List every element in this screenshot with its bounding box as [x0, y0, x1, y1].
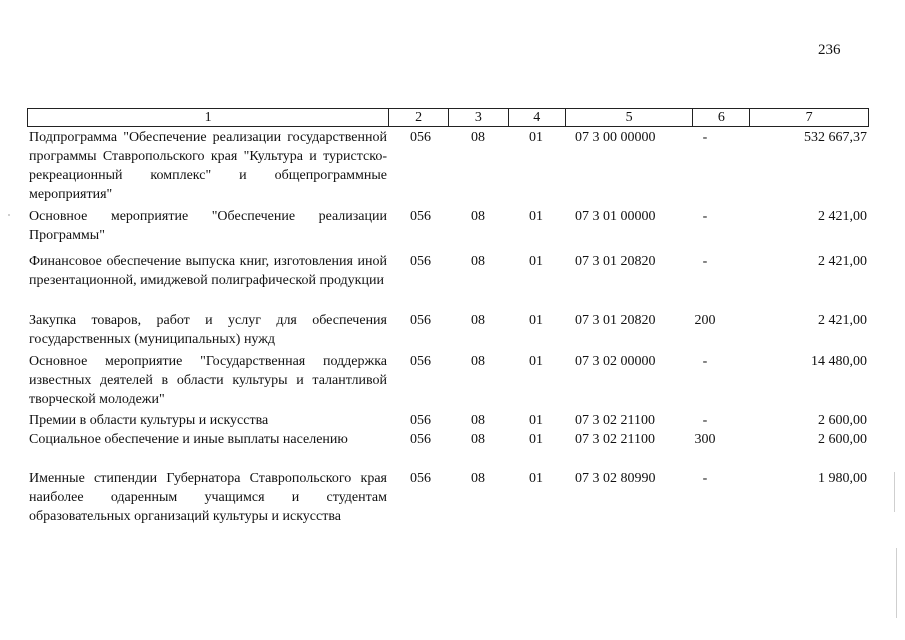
- row-col-2: 056: [410, 413, 431, 428]
- header-col-2: 2: [389, 109, 449, 126]
- row-col-4: 01: [529, 413, 543, 428]
- row-col-4: 01: [529, 254, 543, 269]
- row-col-7: 2 600,00: [818, 413, 867, 428]
- row-col-2: 056: [410, 471, 431, 486]
- row-col-7: 2 600,00: [818, 432, 867, 447]
- table-header: [27, 108, 869, 127]
- row-col-6: 300: [694, 432, 716, 447]
- row-col-3: 08: [471, 209, 485, 224]
- row-col-3: 08: [471, 130, 485, 145]
- row-col-7: 1 980,00: [818, 471, 867, 486]
- row-col-4: 01: [529, 130, 543, 145]
- scan-artifact: [8, 214, 10, 216]
- row-name: Закупка товаров, работ и услуг для обеспечения государственных (муниципальных) нужд: [29, 313, 387, 347]
- scan-artifact: [894, 472, 895, 512]
- row-col-3: 08: [471, 313, 485, 328]
- row-col-4: 01: [529, 432, 543, 447]
- row-col-6: -: [702, 209, 708, 224]
- row-name: Именные стипендии Губернатора Ставропольского края наиболее одаренным учащимся и студентам образовательных организаций культуры и искусства: [29, 471, 387, 524]
- header-col-6: 6: [693, 109, 750, 126]
- row-col-2: 056: [410, 254, 431, 269]
- row-col-5: 07 3 00 00000: [575, 130, 656, 145]
- row-col-5: 07 3 02 00000: [575, 354, 656, 369]
- header-col-1: 1: [28, 109, 389, 126]
- row-col-7: 14 480,00: [811, 354, 867, 369]
- row-col-4: 01: [529, 354, 543, 369]
- row-col-2: 056: [410, 432, 431, 447]
- row-col-6: -: [702, 413, 708, 428]
- row-col-5: 07 3 02 80990: [575, 471, 656, 486]
- row-col-5: 07 3 01 20820: [575, 313, 656, 328]
- row-name: Финансовое обеспечение выпуска книг, изготовления иной презентационной, имиджевой полиграфической продукции: [29, 254, 387, 288]
- row-col-3: 08: [471, 413, 485, 428]
- row-col-2: 056: [410, 209, 431, 224]
- scan-artifact: [896, 548, 897, 618]
- row-name: Премии в области культуры и искусства: [29, 413, 269, 428]
- row-col-3: 08: [471, 354, 485, 369]
- row-col-7: 2 421,00: [818, 254, 867, 269]
- row-col-7: 532 667,37: [804, 130, 867, 145]
- header-col-5: 5: [566, 109, 694, 126]
- row-col-3: 08: [471, 254, 485, 269]
- row-col-5: 07 3 01 00000: [575, 209, 656, 224]
- row-col-2: 056: [410, 354, 431, 369]
- row-col-6: -: [702, 254, 708, 269]
- row-name: Подпрограмма "Обеспечение реализации государственной программы Ставропольского края "Культура и туристско-рекреационный комплекс" и общепрограммные мероприятия": [29, 130, 387, 202]
- row-col-4: 01: [529, 313, 543, 328]
- row-col-2: 056: [410, 313, 431, 328]
- row-col-6: -: [702, 130, 708, 145]
- row-col-7: 2 421,00: [818, 209, 867, 224]
- row-col-4: 01: [529, 471, 543, 486]
- header-col-4: 4: [509, 109, 566, 126]
- row-name: Основное мероприятие "Государственная поддержка известных деятелей в области культуры и талантливой творческой молодежи": [29, 354, 387, 407]
- row-col-6: -: [702, 354, 708, 369]
- row-col-4: 01: [529, 209, 543, 224]
- row-col-6: 200: [694, 313, 716, 328]
- header-col-3: 3: [449, 109, 509, 126]
- row-col-3: 08: [471, 471, 485, 486]
- row-col-5: 07 3 01 20820: [575, 254, 656, 269]
- row-col-3: 08: [471, 432, 485, 447]
- page-number: 236: [818, 42, 841, 58]
- row-col-2: 056: [410, 130, 431, 145]
- row-name: Социальное обеспечение и иные выплаты населению: [29, 432, 348, 447]
- row-name: Основное мероприятие "Обеспечение реализации Программы": [29, 209, 387, 243]
- row-col-6: -: [702, 471, 708, 486]
- row-col-5: 07 3 02 21100: [575, 432, 655, 447]
- row-col-5: 07 3 02 21100: [575, 413, 655, 428]
- header-col-7: 7: [805, 110, 813, 125]
- row-col-7: 2 421,00: [818, 313, 867, 328]
